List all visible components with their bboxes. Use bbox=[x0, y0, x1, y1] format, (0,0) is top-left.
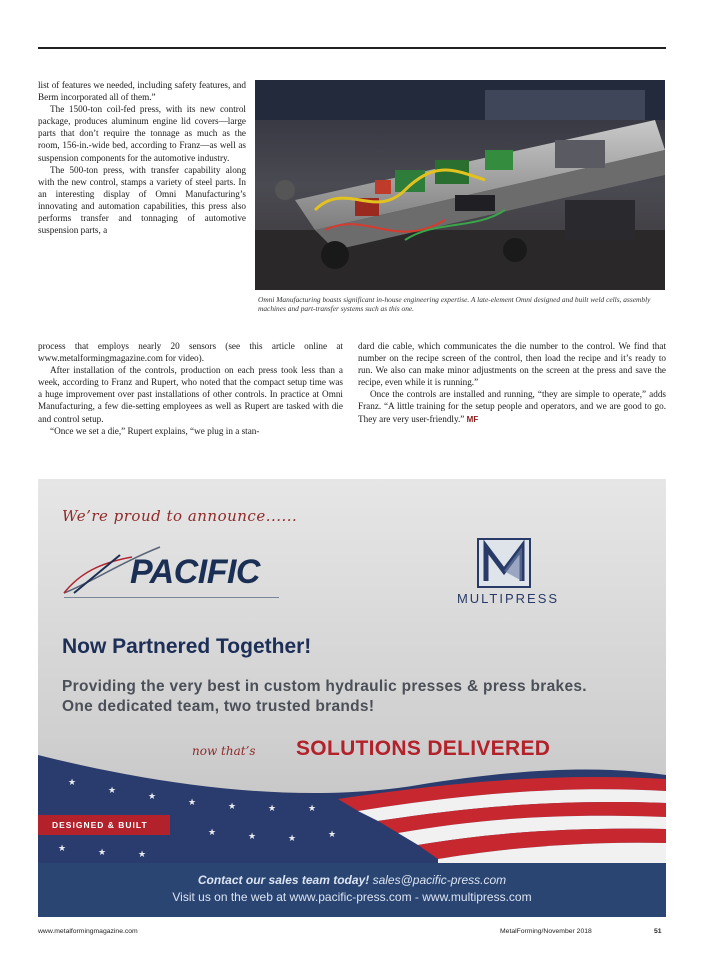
multipress-m-icon bbox=[438, 537, 578, 593]
end-mark: MF bbox=[466, 414, 479, 424]
footer-website: www.metalformingmagazine.com bbox=[38, 928, 138, 935]
american-flag-banner bbox=[38, 755, 666, 863]
top-rule bbox=[38, 47, 666, 49]
paragraph: list of features we needed, including safety features, and Berm incorporated all of them.” bbox=[38, 80, 246, 103]
svg-text:★: ★ bbox=[228, 802, 237, 812]
ad-tagline-1: Providing the very best in custom hydraulic presses & press brakes. bbox=[62, 678, 587, 695]
article-column-left-top bbox=[38, 79, 246, 236]
solutions-prefix: now that’s bbox=[192, 744, 256, 758]
ad-tagline-2: One dedicated team, two trusted brands! bbox=[62, 698, 375, 715]
contact-email[interactable]: sales@pacific-press.com bbox=[372, 873, 507, 887]
pacific-logo-underline bbox=[64, 597, 279, 601]
article-column-right-bottom bbox=[358, 340, 666, 426]
multipress-logo bbox=[438, 537, 578, 607]
svg-text:★: ★ bbox=[268, 804, 277, 814]
article-column-left-bottom bbox=[38, 340, 343, 437]
advertisement bbox=[38, 479, 666, 917]
svg-text:★: ★ bbox=[308, 804, 317, 814]
contact-bar bbox=[38, 863, 666, 917]
paragraph bbox=[358, 388, 666, 425]
pacific-wordmark: PACIFIC bbox=[130, 553, 260, 591]
machinery-photo-illustration bbox=[255, 80, 665, 290]
contact-callout: Contact our sales team today! bbox=[197, 873, 370, 887]
paragraph: The 1500-ton coil-fed press, with its new control package, produces aluminum engine lid covers—large parts that don’t require the tonnage as much as the room, 156-in.-wide bed, according to Franz—as well as suspension components for the automotive industry. bbox=[38, 104, 246, 163]
svg-text:★: ★ bbox=[328, 830, 337, 840]
svg-text:★: ★ bbox=[148, 792, 157, 802]
svg-text:★: ★ bbox=[188, 798, 197, 808]
svg-text:★: ★ bbox=[98, 848, 107, 858]
photo-caption: Omni Manufacturing boasts significant in-house engineering expertise. A late-element Omni designed and built weld cells, assembly machines and part-transfer systems such as this one. bbox=[258, 295, 651, 314]
svg-text:★: ★ bbox=[58, 844, 67, 854]
article-photo bbox=[255, 80, 665, 290]
designed-built-label: DESIGNED & BUILT bbox=[38, 815, 170, 835]
paragraph: After installation of the controls, production on each press took less than a week, according to Franz and Rupert, who noted that the compact setup time was a huge improvement over past installations of other controls. In practice at Omni Manufacturing, a few die-setting employees as well as Rupert are tasked with die and control setup. bbox=[38, 365, 343, 424]
svg-text:★: ★ bbox=[248, 832, 257, 842]
paragraph: process that employs nearly 20 sensors (see this article online at www.metalformingmagazine.com for video). bbox=[38, 341, 343, 364]
paragraph: The 500-ton press, with transfer capability along with the new control, stamps a variety of steel parts. In an interesting display of Omni Manufacturing’s innovating and automation capabilities, this press also performs transfer and tonnaging of automotive suspension parts, a bbox=[38, 164, 246, 236]
solutions-delivered: SOLUTIONS DELIVERED bbox=[296, 737, 551, 760]
svg-text:★: ★ bbox=[68, 778, 77, 788]
svg-text:★: ★ bbox=[138, 850, 147, 860]
ad-headline: Now Partnered Together! bbox=[62, 635, 312, 658]
multipress-wordmark: MULTIPRESS bbox=[456, 591, 560, 606]
pacific-logo bbox=[60, 543, 280, 605]
page-number: 51 bbox=[654, 928, 662, 935]
paragraph: “Once we set a die,” Rupert explains, “we plug in a stan- bbox=[50, 425, 260, 436]
paragraph: dard die cable, which communicates the die number to the control. We find that number on the recipe screen of the control, then load the recipe and it’s ready to run. We also can make minor adjustments on the screen at the press and save the recipe, even while it is running.” bbox=[358, 341, 666, 388]
footer-issue: MetalForming/November 2018 bbox=[500, 928, 592, 935]
svg-text:★: ★ bbox=[208, 828, 217, 838]
announcement-text: We’re proud to announce...... bbox=[62, 507, 298, 525]
paragraph-text: Once the controls are installed and running, “they are simple to operate,” adds Franz. “A little training for the setup people and operators, and we are good to go. They are very user-friendly.” bbox=[358, 389, 666, 424]
contact-line bbox=[38, 873, 666, 887]
svg-text:★: ★ bbox=[108, 786, 117, 796]
contact-web[interactable]: Visit us on the web at www.pacific-press.com - www.multipress.com bbox=[172, 890, 532, 904]
svg-text:★: ★ bbox=[288, 834, 297, 844]
